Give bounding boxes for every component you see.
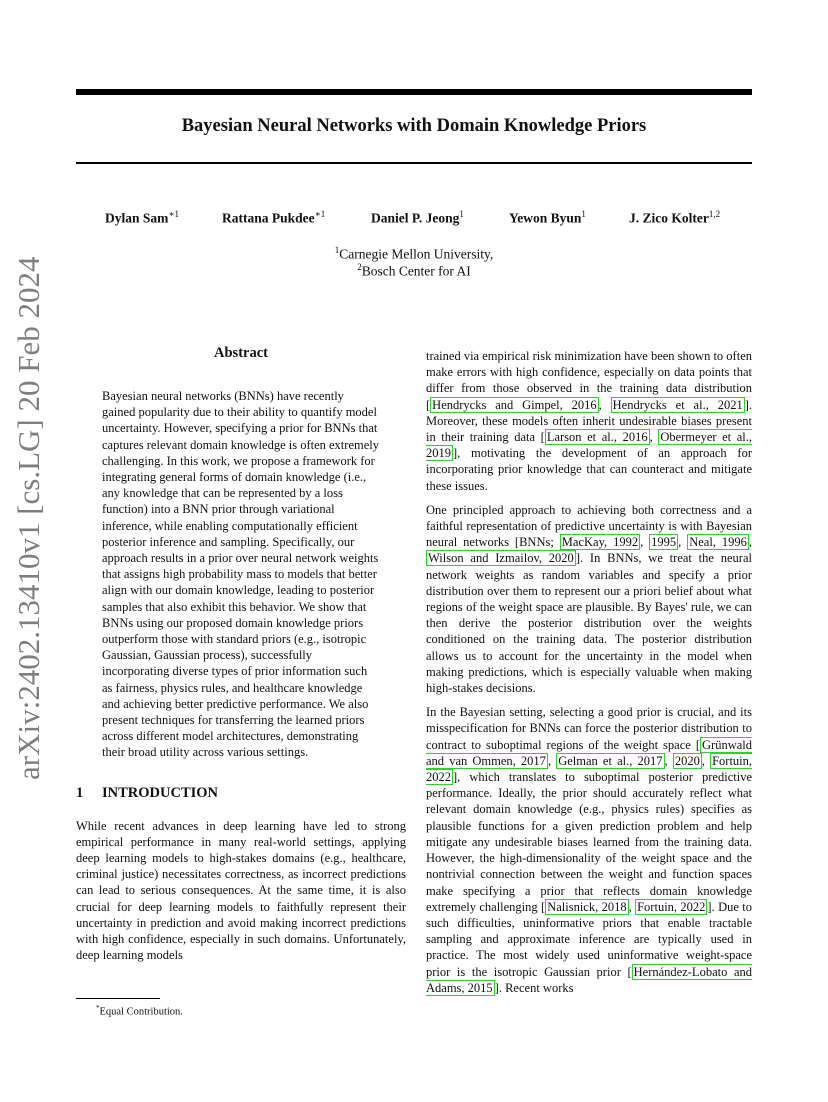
abstract-heading: Abstract (214, 345, 268, 361)
arxiv-stamp: arXiv:2402.13410v1 [cs.LG] 20 Feb 2024 (11, 256, 46, 780)
right-column (426, 348, 752, 1004)
author: Dylan Sam$^{∗1}$ (105, 209, 180, 226)
citation-link[interactable]: 2020 (674, 753, 700, 768)
body-paragraph: One principled approach to achieving both correctness and a faithful representation of predictive uncertainty is with Bayesian neural networks [BNNs; MacKay, 1992 , 1995 , Neal, 1996 , Wilson and Izmailov, 2020 ]. In BNNs, we treat the neural network weights as random variables and specify a prior distribution over them to represent our a priori belief about what regions of the weight space are plausible. By Bayes' rule, we can then derive the posterior distribution over the weights conditioned on the training data. The posterior distribution allows us to account for the uncertainty in the model when making predictions, which is especially valuable when making high-stakes decisions. (426, 502, 753, 696)
citation-link[interactable]: Wilson and Izmailov, 2020 (428, 551, 574, 566)
citation-link[interactable]: Hernández-Lobato and Adams, 2015 (426, 964, 753, 995)
body-paragraph: trained via empirical risk minimization have been shown to often make errors with high confidence, especially on data points that differ from those observed in the training data distribution [ Hendrycks and Gimpel, 2016 , Hendrycks et al., 2021 ]. Moreover, these models often inherit undesirable biases present in their training data [ Larson et al., 2016 , Obermeyer et al., 2019 ], motivating the development of an approach for incorporating prior knowledge that can counteract and mitigate these issues. (426, 349, 752, 493)
author-list (76, 209, 752, 233)
body-paragraph: In the Bayesian setting, selecting a good prior is crucial, and its misspecification for BNNs can force the posterior distribution to contract to suboptimal regions of the weight space [ Grünwald and van Ommen, 2017 , Gelman et al., 2017 , 2020 , Fortuin, 2022 ], which translates to suboptimal posterior predictive performance. Ideally, the prior should accurately reflect what relevant domain knowledge (e.g., physics rules) specifies as plausible functions for a given prediction problem and help mitigate any undesirable biases learned from the training data. However, the high-dimensionality of the weight space and the nontrivial connection between the weight and function spaces make specifying a prior that reflects domain knowledge extremely challenging [ Nalisnick, 2018 , Fortuin, 2022 ]. Due to such difficulties, uninformative priors that enable tractable sampling and approximate inference are typically used in practice. The most widely used uninformative weight-space prior is the isotropic Gaussian prior [ Hernández-Lobato and Adams, 2015 ]. Recent works (426, 705, 753, 995)
left-column (76, 345, 406, 964)
citation-link[interactable]: 1995 (651, 535, 677, 550)
footnote-rule (76, 998, 160, 999)
abstract-body: Bayesian neural networks (BNNs) have recently gained popularity due to their ability to quantify model uncertainty. However, specifying a prior for BNNs that captures relevant domain knowledge is often extremely challenging. In this work, we propose a framework for integrating general forms of domain knowledge (i.e., any knowledge that can be represented by a loss function) into a BNN prior through variational inference, while enabling computationally efficient posterior inference and sampling. Specifically, our approach results in a prior over neural network weights that assigns high probability mass to models that better align with our domain knowledge, leading to posterior samples that also exhibit this behavior. We show that BNNs using our proposed domain knowledge priors outperform those with standard priors (e.g., isotropic Gaussian, Gaussian process), successfully incorporating diverse types of prior information such as fairness, physics rules, and healthcare knowledge and achieving better predictive performance. We also present techniques for transferring the learned priors across different model architectures, demonstrating their broad utility across various settings. (102, 389, 379, 760)
affiliation: $^2$Bosch Center for AI (357, 262, 471, 279)
citation-link[interactable]: Neal, 1996 (689, 535, 747, 550)
footnote: *Equal Contribution. (96, 1004, 183, 1018)
title-bottom-rule (76, 162, 752, 164)
author: Yewon Byun$^1$ (509, 209, 586, 226)
author: J. Zico Kolter$^{1,2}$ (629, 209, 721, 226)
citation-link[interactable]: Larson et al., 2016 (546, 430, 648, 445)
author: Rattana Pukdee$^{∗1}$ (222, 209, 326, 226)
citation-link[interactable]: Hendrycks and Gimpel, 2016 (432, 397, 597, 412)
citation-link[interactable]: MacKay, 1992 (561, 535, 639, 550)
citation-link[interactable]: Fortuin, 2022 (637, 899, 706, 914)
author: Daniel P. Jeong$^1$ (371, 209, 464, 226)
top-rule (76, 89, 752, 95)
citation-link[interactable]: Fortuin, 2022 (426, 753, 753, 785)
section-heading: 1 INTRODUCTION (76, 784, 219, 801)
citation-link[interactable]: Hendrycks et al., 2021 (612, 397, 743, 412)
citation-link[interactable]: Obermeyer et al., 2019 (426, 430, 752, 461)
citation-link[interactable]: Nalisnick, 2018 (547, 899, 627, 914)
affiliation: $^1$Carnegie Mellon University, (334, 245, 494, 262)
intro-paragraph: While recent advances in deep learning have led to strong empirical performance in many real-world settings, applying deep learning models to high-stakes domains (e.g., healthcare, criminal justice) necessitates correctness, as incorrect predictions can lead to serious consequences. At the same time, it is also crucial for deep learning models to faithfully represent their uncertainty in prediction and avoid making incorrect predictions with high confidence, especially in such domains. Unfortunately, deep learning models (76, 818, 406, 963)
paper-title: Bayesian Neural Networks with Domain Knowledge Priors (181, 116, 647, 136)
citation-link[interactable]: Gelman et al., 2017 (558, 753, 663, 768)
citation-link[interactable]: Grünwald and van Ommen, 2017 (426, 737, 752, 768)
